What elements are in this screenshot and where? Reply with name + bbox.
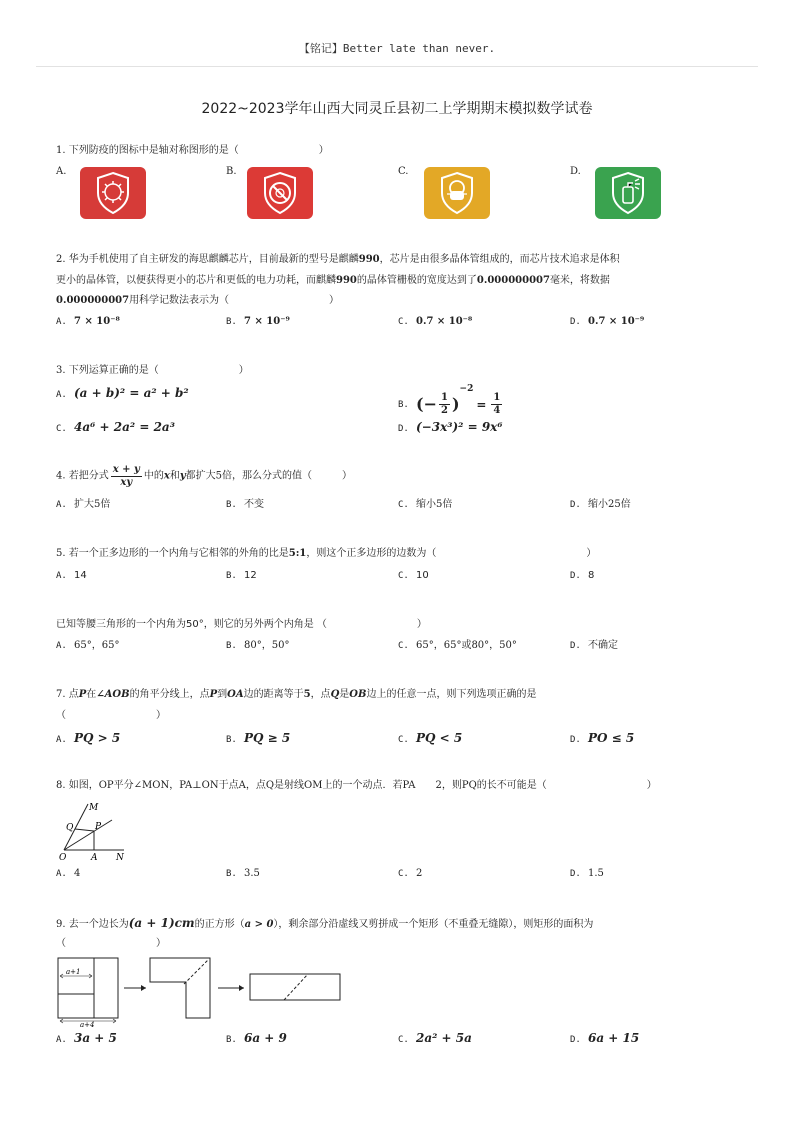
q4-text: 4. 若把分式 $\frac{x + y}{xy}$ 中的x和y都扩大5倍，那么分式的值（ ）: [56, 464, 353, 488]
q7-option-a: A. PQ > 5: [56, 731, 121, 745]
q3-text: 3. 下列运算正确的是（ ）: [56, 365, 249, 376]
q6-option-b: B. 80°，50°: [226, 640, 290, 651]
virus-shield-icon: [80, 167, 146, 219]
exam-title: 2022~2023学年山西大同灵丘县初二上学期期末模拟数学试卷: [201, 101, 593, 117]
q9-cutting-figure: [54, 954, 354, 1028]
q3-option-c: C. 4a⁶ + 2a² = 2a³: [56, 420, 175, 434]
q6-text: 已知等腰三角形的一个内角为50°，则它的另外两个内角是 （ ）: [56, 619, 427, 630]
q8-angle-figure: [54, 798, 134, 862]
q6-option-d: D. 不确定: [570, 640, 618, 651]
spray-shield-icon: [595, 167, 661, 219]
q7-text: 7. 点P在∠AOB的角平分线上，点P到OA边的距离等于5，点Q是OB边上的任意一点，则下列选项正确的是: [56, 689, 537, 700]
q3-option-d: D. (−3x³)² = 9x⁶: [398, 420, 503, 434]
q2-option-a: A. 7 × 10⁻⁸: [56, 316, 120, 327]
q1-label-d: D.: [570, 166, 581, 177]
q9-option-d: D. 6a + 15: [570, 1031, 640, 1045]
q2-option-b: B. 7 × 10⁻⁹: [226, 316, 290, 327]
q4-option-c: C. 缩小5倍: [398, 499, 453, 510]
q8-text: 8. 如图，OP平分∠MON，PA⊥ON于点A，点Q是射线OM上的一个动点．若PA 2，则PQ的长不可能是（ ）: [56, 780, 657, 791]
q5-option-c: C. 10: [398, 570, 429, 581]
q5-option-a: A. 14: [56, 570, 87, 581]
q6-option-c: C. 65°，65°或80°，50°: [398, 640, 517, 651]
no-virus-shield-icon: [247, 167, 313, 219]
fig-label-n: N: [116, 853, 124, 862]
q7-option-d: D. PO ≤ 5: [570, 731, 635, 745]
q7-option-c: C. PQ < 5: [398, 731, 463, 745]
q2-line1: 2. 华为手机使用了自主研发的海思麒麟芯片，目前最新的型号是麒麟990，芯片是由很多晶体管组成的，而芯片技术追求是体积: [56, 254, 620, 265]
header-divider: [36, 66, 758, 67]
q6-option-a: A. 65°，65°: [56, 640, 120, 651]
fig-label-top: a+1: [66, 968, 81, 976]
q3-option-a: A. (a + b)² = a² + b²: [56, 386, 189, 400]
q1-label-b: B.: [226, 166, 237, 177]
q9-answer-paren: （ ）: [56, 938, 166, 949]
q1-label-c: C.: [398, 166, 409, 177]
q2-line2: 更小的晶体管，以便获得更小的芯片和更低的电力功耗，而麒麟990的晶体管栅极的宽度达到了0.000000007毫米，将数据: [56, 275, 610, 286]
q4-option-d: D. 缩小25倍: [570, 499, 631, 510]
q7-option-b: B. PQ ≥ 5: [226, 731, 291, 745]
q9-option-a: A. 3a + 5: [56, 1031, 117, 1045]
q7-answer-paren: （ ）: [56, 710, 166, 721]
fig-label-o: O: [59, 853, 67, 862]
q9-text: 9. 去一个边长为(a + 1)cm的正方形（a > 0），剩余部分沿虚线又剪拼成一个矩形（不重叠无缝隙），则矩形的面积为: [56, 916, 594, 930]
fig-label-bottom: a+4: [80, 1021, 95, 1028]
motto-header: 【铭记】Better late than never.: [298, 42, 496, 55]
q8-option-a: A. 4: [56, 868, 81, 879]
mask-shield-icon: [424, 167, 490, 219]
q2-line3: 0.000000007用科学记数法表示为（ ）: [56, 295, 340, 306]
q2-option-c: C. 0.7 × 10⁻⁸: [398, 316, 473, 327]
q3-option-b: B. (− $\frac{1}{2}$ )$^{-2}$= $\frac{1}{4}$: [398, 384, 501, 416]
q8-option-d: D. 1.5: [570, 868, 604, 879]
q5-text: 5. 若一个正多边形的一个内角与它相邻的外角的比是5:1，则这个正多边形的边数为（ ）: [56, 548, 597, 559]
q8-option-c: C. 2: [398, 868, 423, 879]
fig-label-a: A: [91, 853, 98, 862]
q4-option-a: A. 扩大5倍: [56, 499, 111, 510]
q9-option-c: C. 2a² + 5a: [398, 1031, 472, 1045]
fig-label-q: Q: [66, 823, 74, 833]
q1-text: 1. 下列防疫的图标中是轴对称图形的是（ ）: [56, 145, 329, 156]
q2-option-d: D. 0.7 × 10⁻⁹: [570, 316, 645, 327]
q1-label-a: A.: [56, 166, 67, 177]
q9-option-b: B. 6a + 9: [226, 1031, 287, 1045]
q5-option-d: D. 8: [570, 570, 595, 581]
q8-option-b: B. 3.5: [226, 868, 260, 879]
q4-option-b: B. 不变: [226, 499, 264, 510]
fig-label-p: P: [95, 822, 102, 832]
q5-option-b: B. 12: [226, 570, 257, 581]
fig-label-m: M: [89, 803, 99, 813]
